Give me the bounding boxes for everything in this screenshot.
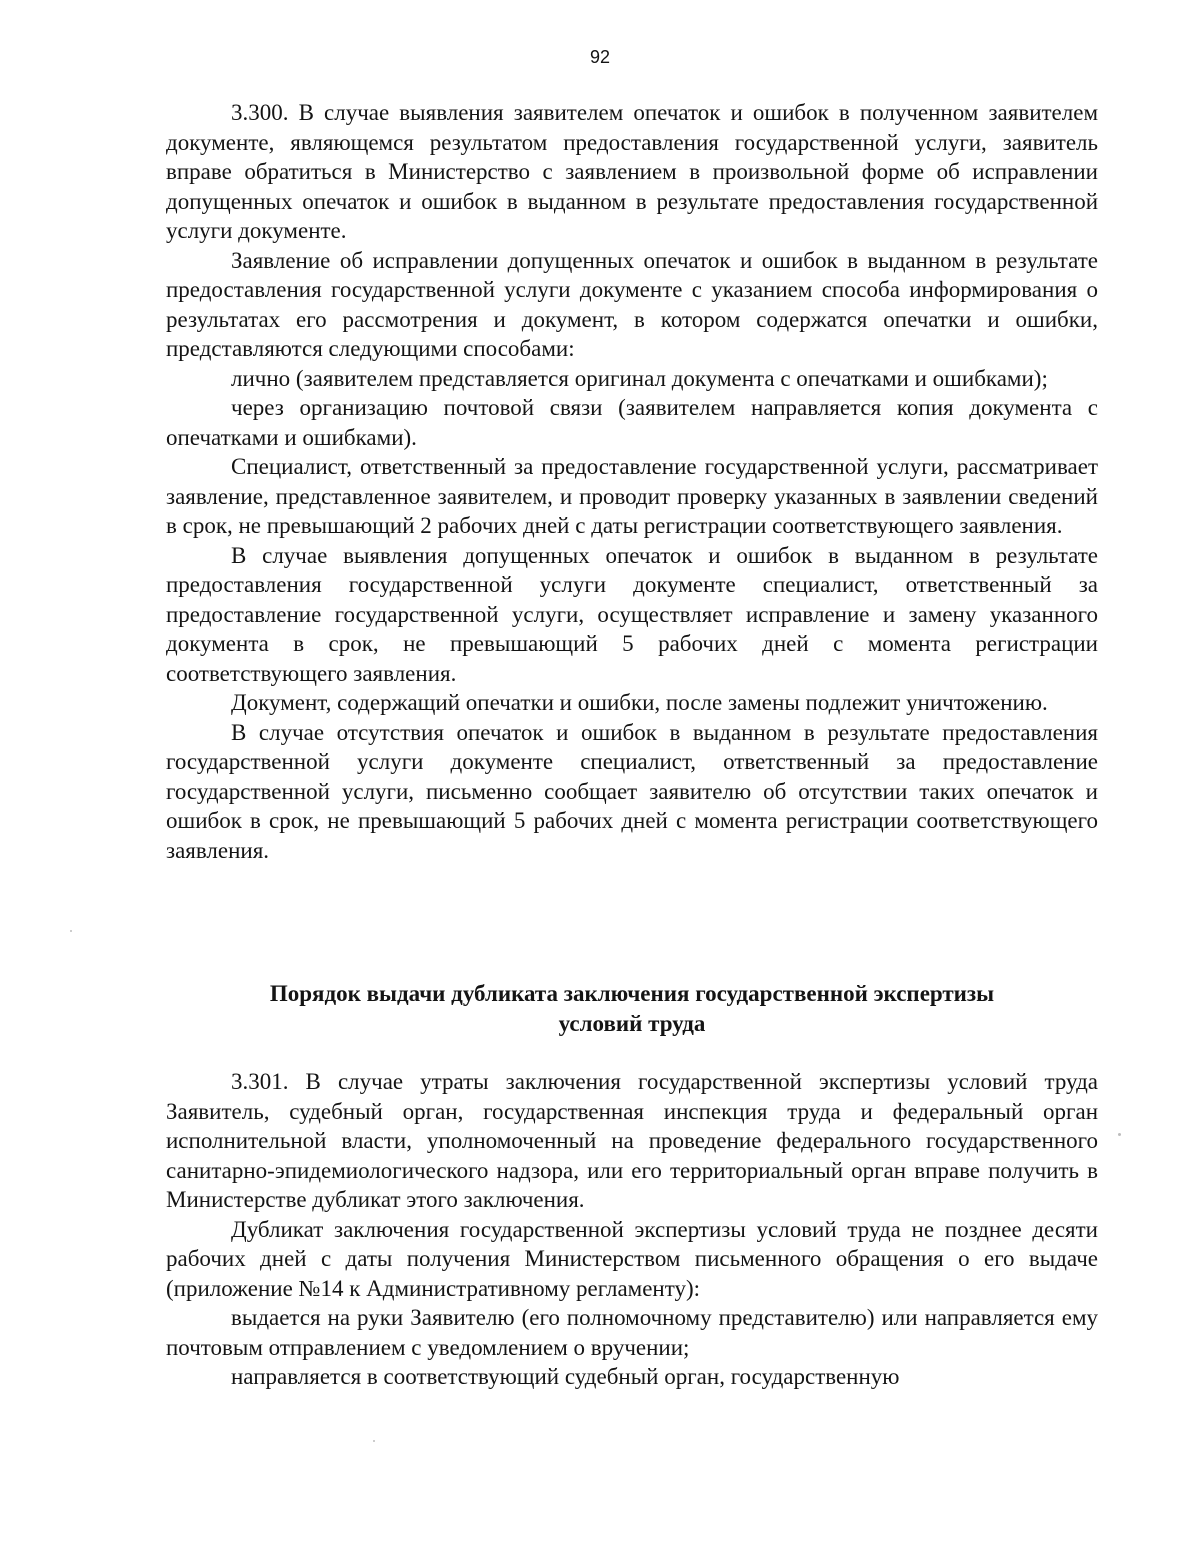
paragraph-in-person: лично (заявителем представляется оригинал документа с опечатками и ошибками); (231, 365, 1048, 391)
paragraph-sent-to-authority: направляется в соответствующий судебный орган, государственную (231, 1364, 900, 1389)
paragraph-application-submission: Заявление об исправлении допущенных опечаток и ошибок в выданном в результате предоставления государственной услуги документе с указанием способа информирования о результатах его рассмотрения и документ, в котором содержатся опечатки и ошибки, представляются следующими способами: (166, 247, 1098, 361)
paragraph-duplicate-term: Дубликат заключения государственной экспертизы условий труда не позднее десяти рабочих дней с даты получения Министерством письменного обращения о его выдаче (приложение №14 к Административному регламенту): (166, 1216, 1098, 1301)
section-3-301 (166, 1067, 1098, 1392)
section-heading-line-1: Порядок выдачи дубликата заключения государственной экспертизы (269, 981, 995, 1006)
scan-speck (70, 930, 72, 932)
paragraph-3-301: 3.301. В случае утраты заключения государственной экспертизы условий труда Заявитель, судебный орган, государственная инспекция труда и федеральный орган исполнительной власти, уполномоченный на проведение федерального государственного санитарно-эпидемиологического надзора, или его территориальный орган вправе получить в Министерстве дубликат этого заключения. (166, 1069, 1098, 1212)
paragraph-destruction: Документ, содержащий опечатки и ошибки, после замены подлежит уничтожению. (231, 690, 1048, 715)
section-3-300 (166, 98, 1098, 865)
section-heading (166, 979, 1098, 1038)
paragraph-by-post: через организацию почтовой связи (заявителем направляется копия документа с опечатками и ошибками). (166, 395, 1098, 450)
scan-speck (373, 1440, 375, 1442)
paragraph-correction: В случае выявления допущенных опечаток и ошибок в выданном в результате предоставления государственной услуги документе специалист, ответственный за предоставление государственной услуги, осуществляет исправление и замену указанного документа в срок, не превышающий 5 рабочих дней с момента регистрации соответствующего заявления. (166, 542, 1098, 686)
paragraph-handed-over: выдается на руки Заявителю (его полномочному представителю) или направляется ему почтовым отправлением с уведомлением о вручении; (166, 1305, 1098, 1360)
paragraph-specialist-review: Специалист, ответственный за предоставление государственной услуги, рассматривает заявление, представленное заявителем, и проводит проверку указанных в заявлении сведений в срок, не превышающий 2 рабочих дней с даты регистрации соответствующего заявления. (166, 454, 1098, 538)
paragraph-3-300: 3.300. В случае выявления заявителем опечаток и ошибок в полученном заявителем документе, являющемся результатом предоставления государственной услуги, заявитель вправе обратиться в Министерство с заявлением в произвольной форме об исправлении допущенных опечаток и ошибок в выданном в результате предоставления государственной услуги документе. (166, 100, 1098, 243)
scan-speck (1118, 1133, 1121, 1136)
page-number: 92 (589, 47, 611, 67)
section-heading-line-2: условий труда (558, 1010, 706, 1036)
paragraph-no-errors: В случае отсутствия опечаток и ошибок в выданном в результате предоставления государственной услуги документе специалист, ответственный за предоставление государственной услуги, письменно сообщает заявителю об отсутствии таких опечаток и ошибок в срок, не превышающий 5 рабочих дней с момента регистрации соответствующего заявления. (166, 719, 1098, 863)
